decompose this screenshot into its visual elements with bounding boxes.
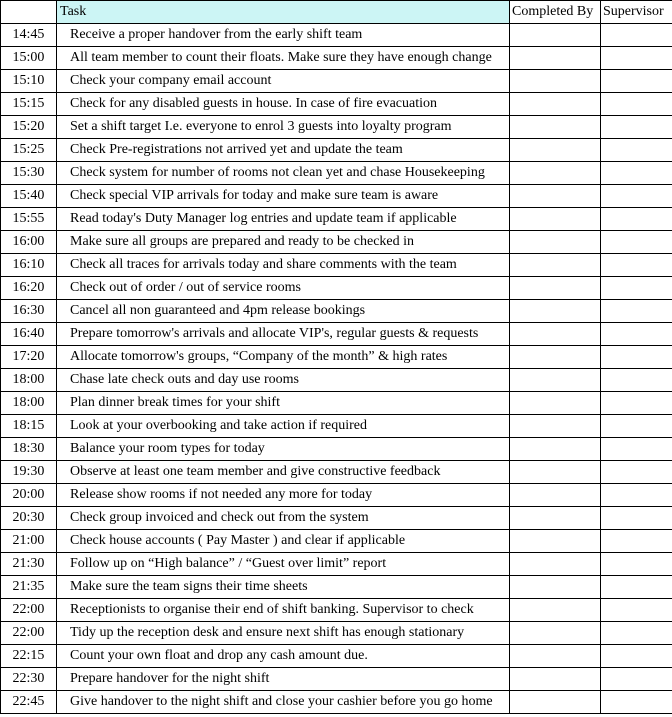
completed-by-cell[interactable]: [510, 185, 601, 208]
task-cell: Make sure all groups are prepared and ready to be checked in: [57, 231, 510, 254]
supervisor-cell[interactable]: [601, 622, 672, 645]
task-cell: Give handover to the night shift and close your cashier before you go home: [57, 691, 510, 714]
supervisor-cell[interactable]: [601, 93, 672, 116]
supervisor-cell[interactable]: [601, 346, 672, 369]
completed-by-cell[interactable]: [510, 300, 601, 323]
task-column-header: Task: [57, 1, 510, 24]
time-cell: 21:30: [1, 553, 57, 576]
time-cell: 18:00: [1, 392, 57, 415]
time-cell: 16:20: [1, 277, 57, 300]
time-cell: 15:30: [1, 162, 57, 185]
time-cell: 22:00: [1, 599, 57, 622]
time-cell: 21:35: [1, 576, 57, 599]
completed-by-cell[interactable]: [510, 438, 601, 461]
task-cell: Release show rooms if not needed any more for today: [57, 484, 510, 507]
completed-by-cell[interactable]: [510, 369, 601, 392]
table-row: [1, 599, 672, 622]
time-cell: 16:30: [1, 300, 57, 323]
completed-by-cell[interactable]: [510, 645, 601, 668]
table-row: [1, 530, 672, 553]
time-cell: 19:30: [1, 461, 57, 484]
table-row: [1, 24, 672, 47]
task-cell: Check system for number of rooms not clean yet and chase Housekeeping: [57, 162, 510, 185]
supervisor-cell[interactable]: [601, 576, 672, 599]
time-cell: 22:00: [1, 622, 57, 645]
time-cell: 15:15: [1, 93, 57, 116]
supervisor-cell[interactable]: [601, 162, 672, 185]
completed-by-column-header: Completed By: [510, 1, 601, 24]
table-row: [1, 369, 672, 392]
task-cell: Set a shift target I.e. everyone to enrol 3 guests into loyalty program: [57, 116, 510, 139]
table-row: [1, 484, 672, 507]
table-row: [1, 645, 672, 668]
table-row: [1, 139, 672, 162]
table-row: [1, 346, 672, 369]
table-row: [1, 576, 672, 599]
completed-by-cell[interactable]: [510, 484, 601, 507]
task-cell: Check all traces for arrivals today and share comments with the team: [57, 254, 510, 277]
completed-by-cell[interactable]: [510, 668, 601, 691]
time-cell: 16:10: [1, 254, 57, 277]
supervisor-cell[interactable]: [601, 530, 672, 553]
time-cell: 15:00: [1, 47, 57, 70]
supervisor-cell[interactable]: [601, 599, 672, 622]
supervisor-cell[interactable]: [601, 231, 672, 254]
table-row: [1, 507, 672, 530]
completed-by-cell[interactable]: [510, 530, 601, 553]
task-cell: Check special VIP arrivals for today and make sure team is aware: [57, 185, 510, 208]
completed-by-cell[interactable]: [510, 622, 601, 645]
table-row: [1, 116, 672, 139]
completed-by-cell[interactable]: [510, 47, 601, 70]
completed-by-cell[interactable]: [510, 576, 601, 599]
table-body: [1, 24, 672, 714]
table-row: [1, 185, 672, 208]
time-cell: 15:20: [1, 116, 57, 139]
time-cell: 18:30: [1, 438, 57, 461]
task-cell: Receptionists to organise their end of shift banking. Supervisor to check: [57, 599, 510, 622]
task-cell: Check house accounts ( Pay Master ) and clear if applicable: [57, 530, 510, 553]
table-row: [1, 70, 672, 93]
completed-by-cell[interactable]: [510, 116, 601, 139]
task-cell: Tidy up the reception desk and ensure next shift has enough stationary: [57, 622, 510, 645]
supervisor-cell[interactable]: [601, 369, 672, 392]
supervisor-cell[interactable]: [601, 323, 672, 346]
completed-by-cell[interactable]: [510, 139, 601, 162]
completed-by-cell[interactable]: [510, 93, 601, 116]
task-cell: Check your company email account: [57, 70, 510, 93]
table-row: [1, 47, 672, 70]
supervisor-cell[interactable]: [601, 484, 672, 507]
completed-by-cell[interactable]: [510, 162, 601, 185]
task-cell: Observe at least one team member and give constructive feedback: [57, 461, 510, 484]
supervisor-cell[interactable]: [601, 24, 672, 47]
task-cell: Count your own float and drop any cash amount due.: [57, 645, 510, 668]
time-cell: 15:25: [1, 139, 57, 162]
task-cell: All team member to count their floats. Make sure they have enough change: [57, 47, 510, 70]
task-cell: Allocate tomorrow's groups, “Company of the month” & high rates: [57, 346, 510, 369]
supervisor-cell[interactable]: [601, 691, 672, 714]
supervisor-cell[interactable]: [601, 645, 672, 668]
completed-by-cell[interactable]: [510, 208, 601, 231]
task-cell: Balance your room types for today: [57, 438, 510, 461]
time-cell: 17:20: [1, 346, 57, 369]
table-row: [1, 553, 672, 576]
supervisor-cell[interactable]: [601, 553, 672, 576]
completed-by-cell[interactable]: [510, 277, 601, 300]
table-row: [1, 622, 672, 645]
task-cell: Prepare tomorrow's arrivals and allocate VIP's, regular guests & requests: [57, 323, 510, 346]
time-cell: 14:45: [1, 24, 57, 47]
table-row: [1, 438, 672, 461]
completed-by-cell[interactable]: [510, 323, 601, 346]
supervisor-cell[interactable]: [601, 415, 672, 438]
time-cell: 16:00: [1, 231, 57, 254]
supervisor-cell[interactable]: [601, 254, 672, 277]
completed-by-cell[interactable]: [510, 24, 601, 47]
supervisor-column-header: Supervisor: [601, 1, 672, 24]
supervisor-cell[interactable]: [601, 208, 672, 231]
table-row: [1, 93, 672, 116]
table-row: [1, 277, 672, 300]
completed-by-cell[interactable]: [510, 415, 601, 438]
task-cell: Receive a proper handover from the early shift team: [57, 24, 510, 47]
task-cell: Look at your overbooking and take action if required: [57, 415, 510, 438]
task-cell: Chase late check outs and day use rooms: [57, 369, 510, 392]
time-column-header: [1, 1, 57, 24]
task-cell: Check group invoiced and check out from the system: [57, 507, 510, 530]
time-cell: 21:00: [1, 530, 57, 553]
time-cell: 15:10: [1, 70, 57, 93]
table-row: [1, 461, 672, 484]
time-cell: 18:00: [1, 369, 57, 392]
completed-by-cell[interactable]: [510, 507, 601, 530]
supervisor-cell[interactable]: [601, 116, 672, 139]
time-cell: 18:15: [1, 415, 57, 438]
supervisor-cell[interactable]: [601, 668, 672, 691]
supervisor-cell[interactable]: [601, 47, 672, 70]
task-cell: Prepare handover for the night shift: [57, 668, 510, 691]
header-row: [1, 1, 672, 24]
completed-by-cell[interactable]: [510, 461, 601, 484]
supervisor-cell[interactable]: [601, 438, 672, 461]
completed-by-cell[interactable]: [510, 553, 601, 576]
time-cell: 22:30: [1, 668, 57, 691]
completed-by-cell[interactable]: [510, 254, 601, 277]
task-cell: Check for any disabled guests in house. In case of fire evacuation: [57, 93, 510, 116]
time-cell: 20:00: [1, 484, 57, 507]
supervisor-cell[interactable]: [601, 277, 672, 300]
table-row: [1, 208, 672, 231]
table-row: [1, 415, 672, 438]
task-cell: Plan dinner break times for your shift: [57, 392, 510, 415]
supervisor-cell[interactable]: [601, 185, 672, 208]
table-row: [1, 668, 672, 691]
completed-by-cell[interactable]: [510, 70, 601, 93]
table-row: [1, 162, 672, 185]
time-cell: 16:40: [1, 323, 57, 346]
time-cell: 15:40: [1, 185, 57, 208]
completed-by-cell[interactable]: [510, 346, 601, 369]
completed-by-cell[interactable]: [510, 599, 601, 622]
table-row: [1, 323, 672, 346]
table-row: [1, 300, 672, 323]
supervisor-cell[interactable]: [601, 507, 672, 530]
task-cell: Read today's Duty Manager log entries and update team if applicable: [57, 208, 510, 231]
supervisor-cell[interactable]: [601, 139, 672, 162]
time-cell: 15:55: [1, 208, 57, 231]
completed-by-cell[interactable]: [510, 392, 601, 415]
task-cell: Check out of order / out of service rooms: [57, 277, 510, 300]
task-cell: Cancel all non guaranteed and 4pm release bookings: [57, 300, 510, 323]
table-row: [1, 392, 672, 415]
time-cell: 22:15: [1, 645, 57, 668]
table-header: [1, 1, 672, 24]
completed-by-cell[interactable]: [510, 691, 601, 714]
task-cell: Make sure the team signs their time sheets: [57, 576, 510, 599]
time-cell: 20:30: [1, 507, 57, 530]
task-cell: Follow up on “High balance” / “Guest over limit” report: [57, 553, 510, 576]
supervisor-cell[interactable]: [601, 300, 672, 323]
time-cell: 22:45: [1, 691, 57, 714]
task-cell: Check Pre-registrations not arrived yet and update the team: [57, 139, 510, 162]
completed-by-cell[interactable]: [510, 231, 601, 254]
table-row: [1, 691, 672, 714]
table-row: [1, 231, 672, 254]
supervisor-cell[interactable]: [601, 461, 672, 484]
supervisor-cell[interactable]: [601, 392, 672, 415]
table-row: [1, 254, 672, 277]
supervisor-cell[interactable]: [601, 70, 672, 93]
